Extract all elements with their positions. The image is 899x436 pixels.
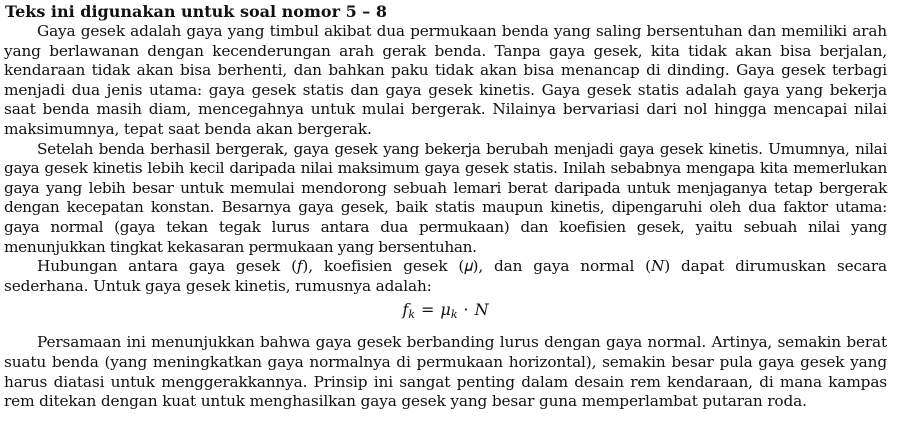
- formula-lhs-subscript: k: [408, 308, 415, 322]
- paragraph-3: Hubungan antara gaya gesek (𝑓), koefisien gesek (𝜇), dan gaya normal (𝑁) dapat dirumuskan secara sederhana. Untuk gaya gesek kinetis, rumusnya adalah:: [4, 257, 887, 295]
- paragraph-2: Setelah benda berhasil bergerak, gaya gesek yang bekerja berubah menjadi gaya gesek kinetis. Umumnya, nilai gaya gesek kinetis lebih kecil daripada nilai maksimum gaya gesek statis. Inilah sebabnya mengapa kita memerlukan gaya yang lebih besar untuk memulai mendorong sebuah lemari berat daripada untuk menjaganya tetap bergerak dengan kecepatan konstan. Besarnya gaya gesek, baik statis maupun kinetis, dipengaruhi oleh dua faktor utama: gaya normal (gaya tekan tegak lurus antara dua permukaan) dan koefisien gesek, yaitu sebuah nilai yang menunjukkan tingkat kekasaran permukaan yang bersentuhan.: [4, 139, 887, 256]
- section-heading: Teks ini digunakan untuk soal nomor 5 – 8: [5, 2, 387, 21]
- formula-rhs: N: [474, 300, 489, 320]
- formula-coefficient-subscript: k: [450, 308, 458, 322]
- paragraph-1: Gaya gesek adalah gaya yang timbul akibat dua permukaan benda yang saling bersentuhan dan memiliki arah yang berlawanan dengan kecenderungan arah gerak benda. Tanpa gaya gesek, kita tidak akan bisa berjalan, kendaraan tidak akan bisa berhenti, dan bahkan paku tidak akan bisa menancap di dinding. Gaya gesek terbagi menjadi dua jenis utama: gaya gesek statis dan gaya gesek kinetis. Gaya gesek statis adalah gaya yang bekerja saat benda masih diam, mencegahnya untuk mulai bergerak. Nilainya bervariasi dari nol hingga mencapai nilai maksimumnya, tepat saat benda akan bergerak.: [4, 22, 887, 138]
- formula-lhs: f: [402, 300, 409, 320]
- friction-formula: [4, 299, 887, 326]
- document-page: [0, 2, 891, 436]
- formula-coefficient: μ: [440, 300, 451, 320]
- formula-dot: ·: [463, 300, 469, 320]
- paragraph-4: Persamaan ini menunjukkan bahwa gaya gesek berbanding lurus dengan gaya normal. Artinya, semakin berat suatu benda (yang meningkatkan gaya normalnya di permukaan horizontal), semakin besar pula gaya gesek yang harus diatasi untuk menggerakkannya. Prinsip ini sangat penting dalam desain rem kendaraan, di mana kampas rem ditekan dengan kuat untuk menghasilkan gaya gesek yang besar guna memperlambat putaran roda.: [4, 333, 887, 411]
- formula-equals: =: [421, 300, 435, 320]
